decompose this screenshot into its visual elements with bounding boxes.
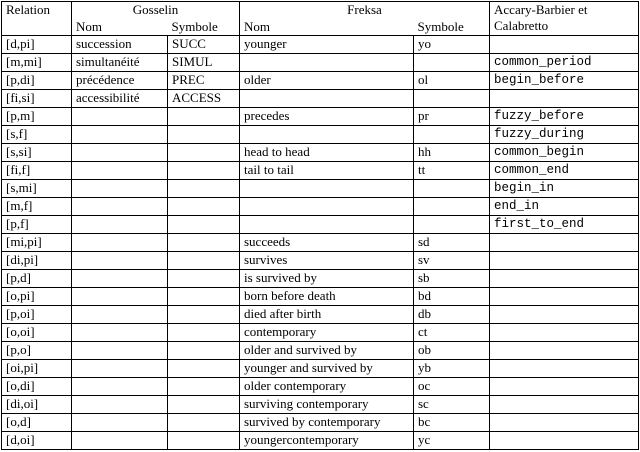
table-row	[2, 36, 639, 54]
table-row	[2, 162, 639, 180]
cell-gosselin-nom	[72, 126, 168, 144]
header-freksa-nom: Nom	[240, 19, 414, 36]
relations-table	[1, 1, 639, 450]
cell-freksa-symbole	[414, 126, 490, 144]
cell-gosselin-nom	[72, 162, 168, 180]
cell-gosselin-symbole	[168, 360, 240, 378]
cell-freksa-symbole: bd	[414, 288, 490, 306]
table-row	[2, 324, 639, 342]
table-row	[2, 180, 639, 198]
header-accary: Accary-Barbier et Calabretto	[490, 2, 639, 36]
cell-freksa-symbole: pr	[414, 108, 490, 126]
cell-freksa-symbole: sv	[414, 252, 490, 270]
cell-relation: [p,f]	[2, 216, 72, 234]
cell-accary	[490, 288, 639, 306]
cell-freksa-nom: is survived by	[240, 270, 414, 288]
cell-gosselin-nom	[72, 180, 168, 198]
cell-freksa-symbole: db	[414, 306, 490, 324]
cell-relation: [p,oi]	[2, 306, 72, 324]
table-row	[2, 216, 639, 234]
cell-gosselin-symbole	[168, 324, 240, 342]
cell-relation: [m,mi]	[2, 54, 72, 72]
header-gosselin: Gosselin	[72, 2, 240, 20]
cell-gosselin-nom	[72, 288, 168, 306]
table-row	[2, 378, 639, 396]
cell-gosselin-nom	[72, 198, 168, 216]
cell-relation: [p,o]	[2, 342, 72, 360]
cell-gosselin-nom	[72, 270, 168, 288]
cell-freksa-symbole: sc	[414, 396, 490, 414]
cell-freksa-symbole: bc	[414, 414, 490, 432]
cell-freksa-symbole: sd	[414, 234, 490, 252]
cell-freksa-symbole	[414, 54, 490, 72]
cell-freksa-symbole: oc	[414, 378, 490, 396]
cell-relation: [d,pi]	[2, 36, 72, 54]
cell-accary: end_in	[490, 198, 639, 216]
cell-freksa-nom	[240, 198, 414, 216]
cell-accary	[490, 270, 639, 288]
cell-freksa-symbole	[414, 198, 490, 216]
cell-freksa-symbole: sb	[414, 270, 490, 288]
cell-gosselin-symbole	[168, 234, 240, 252]
cell-gosselin-symbole	[168, 378, 240, 396]
cell-freksa-symbole: tt	[414, 162, 490, 180]
cell-freksa-symbole	[414, 216, 490, 234]
cell-gosselin-symbole	[168, 432, 240, 450]
cell-freksa-nom: head to head	[240, 144, 414, 162]
cell-relation: [s,mi]	[2, 180, 72, 198]
cell-freksa-symbole	[414, 180, 490, 198]
cell-relation: [s,f]	[2, 126, 72, 144]
cell-gosselin-nom	[72, 378, 168, 396]
header-gosselin-nom: Nom	[72, 19, 168, 36]
cell-relation: [p,m]	[2, 108, 72, 126]
cell-gosselin-nom	[72, 306, 168, 324]
cell-gosselin-nom: simultanéité	[72, 54, 168, 72]
cell-freksa-nom: succeeds	[240, 234, 414, 252]
cell-freksa-nom	[240, 126, 414, 144]
table-row	[2, 432, 639, 450]
cell-freksa-nom	[240, 216, 414, 234]
cell-freksa-nom	[240, 180, 414, 198]
cell-freksa-nom: survived by contemporary	[240, 414, 414, 432]
cell-gosselin-symbole: SIMUL	[168, 54, 240, 72]
cell-relation: [di,oi]	[2, 396, 72, 414]
cell-accary: common_end	[490, 162, 639, 180]
cell-accary	[490, 342, 639, 360]
table-row	[2, 126, 639, 144]
cell-gosselin-symbole	[168, 414, 240, 432]
cell-gosselin-symbole	[168, 252, 240, 270]
cell-accary: begin_before	[490, 72, 639, 90]
header-relation: Relation	[2, 2, 72, 36]
cell-accary	[490, 36, 639, 54]
table-row	[2, 90, 639, 108]
header-gosselin-symbole: Symbole	[168, 19, 240, 36]
cell-freksa-symbole: ob	[414, 342, 490, 360]
cell-relation: [d,oi]	[2, 432, 72, 450]
cell-gosselin-symbole: SUCC	[168, 36, 240, 54]
cell-freksa-nom: died after birth	[240, 306, 414, 324]
cell-gosselin-nom	[72, 414, 168, 432]
cell-freksa-symbole: hh	[414, 144, 490, 162]
cell-accary	[490, 378, 639, 396]
cell-gosselin-nom	[72, 252, 168, 270]
table-row	[2, 72, 639, 90]
cell-freksa-nom: younger	[240, 36, 414, 54]
header-freksa: Freksa	[240, 2, 490, 20]
cell-freksa-symbole: ct	[414, 324, 490, 342]
cell-gosselin-nom: précédence	[72, 72, 168, 90]
cell-gosselin-symbole	[168, 306, 240, 324]
header-row-1	[2, 2, 639, 20]
cell-gosselin-nom	[72, 324, 168, 342]
cell-accary	[490, 324, 639, 342]
cell-gosselin-symbole	[168, 396, 240, 414]
cell-gosselin-nom	[72, 396, 168, 414]
cell-freksa-nom: contemporary	[240, 324, 414, 342]
cell-relation: [o,oi]	[2, 324, 72, 342]
cell-freksa-symbole: yb	[414, 360, 490, 378]
cell-freksa-nom: younger and survived by	[240, 360, 414, 378]
cell-relation: [p,d]	[2, 270, 72, 288]
table-row	[2, 342, 639, 360]
cell-freksa-symbole: ol	[414, 72, 490, 90]
cell-gosselin-symbole	[168, 270, 240, 288]
cell-gosselin-symbole	[168, 144, 240, 162]
cell-freksa-nom: born before death	[240, 288, 414, 306]
cell-accary: common_period	[490, 54, 639, 72]
cell-gosselin-symbole: PREC	[168, 72, 240, 90]
cell-relation: [fi,si]	[2, 90, 72, 108]
cell-freksa-nom: surviving contemporary	[240, 396, 414, 414]
cell-gosselin-symbole	[168, 342, 240, 360]
cell-freksa-nom: survives	[240, 252, 414, 270]
table-row	[2, 288, 639, 306]
cell-accary: fuzzy_before	[490, 108, 639, 126]
table-row	[2, 108, 639, 126]
cell-accary	[490, 252, 639, 270]
table-row	[2, 54, 639, 72]
cell-gosselin-nom	[72, 342, 168, 360]
cell-gosselin-symbole	[168, 198, 240, 216]
cell-freksa-nom: older contemporary	[240, 378, 414, 396]
cell-accary: begin_in	[490, 180, 639, 198]
cell-freksa-symbole: yc	[414, 432, 490, 450]
table-row	[2, 144, 639, 162]
table-row	[2, 198, 639, 216]
cell-relation: [o,d]	[2, 414, 72, 432]
table-row	[2, 252, 639, 270]
header-freksa-symbole: Symbole	[414, 19, 490, 36]
cell-gosselin-nom	[72, 360, 168, 378]
cell-accary	[490, 90, 639, 108]
cell-relation: [o,pi]	[2, 288, 72, 306]
cell-freksa-nom: precedes	[240, 108, 414, 126]
cell-freksa-nom: tail to tail	[240, 162, 414, 180]
table-row	[2, 306, 639, 324]
cell-freksa-nom	[240, 54, 414, 72]
cell-freksa-nom: older and survived by	[240, 342, 414, 360]
cell-gosselin-nom: accessibilité	[72, 90, 168, 108]
table-row	[2, 396, 639, 414]
cell-relation: [s,si]	[2, 144, 72, 162]
cell-freksa-symbole: yo	[414, 36, 490, 54]
cell-accary	[490, 234, 639, 252]
table-row	[2, 270, 639, 288]
table-body	[2, 36, 639, 450]
cell-relation: [o,di]	[2, 378, 72, 396]
cell-gosselin-symbole	[168, 216, 240, 234]
cell-relation: [oi,pi]	[2, 360, 72, 378]
cell-accary	[490, 396, 639, 414]
cell-freksa-nom	[240, 90, 414, 108]
cell-gosselin-symbole	[168, 180, 240, 198]
cell-freksa-symbole	[414, 90, 490, 108]
cell-accary: first_to_end	[490, 216, 639, 234]
cell-gosselin-nom	[72, 144, 168, 162]
cell-gosselin-symbole	[168, 108, 240, 126]
table-row	[2, 234, 639, 252]
table-row	[2, 360, 639, 378]
cell-gosselin-symbole	[168, 126, 240, 144]
cell-gosselin-symbole	[168, 162, 240, 180]
cell-gosselin-nom	[72, 234, 168, 252]
cell-gosselin-nom: succession	[72, 36, 168, 54]
cell-gosselin-nom	[72, 108, 168, 126]
cell-gosselin-nom	[72, 216, 168, 234]
cell-relation: [di,pi]	[2, 252, 72, 270]
cell-relation: [fi,f]	[2, 162, 72, 180]
cell-accary: common_begin	[490, 144, 639, 162]
table-row	[2, 414, 639, 432]
cell-accary	[490, 360, 639, 378]
cell-relation: [m,f]	[2, 198, 72, 216]
cell-gosselin-symbole: ACCESS	[168, 90, 240, 108]
cell-accary	[490, 414, 639, 432]
cell-accary: fuzzy_during	[490, 126, 639, 144]
cell-freksa-nom: older	[240, 72, 414, 90]
cell-relation: [mi,pi]	[2, 234, 72, 252]
cell-gosselin-nom	[72, 432, 168, 450]
cell-freksa-nom: youngercontemporary	[240, 432, 414, 450]
cell-relation: [p,di]	[2, 72, 72, 90]
cell-accary	[490, 306, 639, 324]
cell-gosselin-symbole	[168, 288, 240, 306]
cell-accary	[490, 432, 639, 450]
